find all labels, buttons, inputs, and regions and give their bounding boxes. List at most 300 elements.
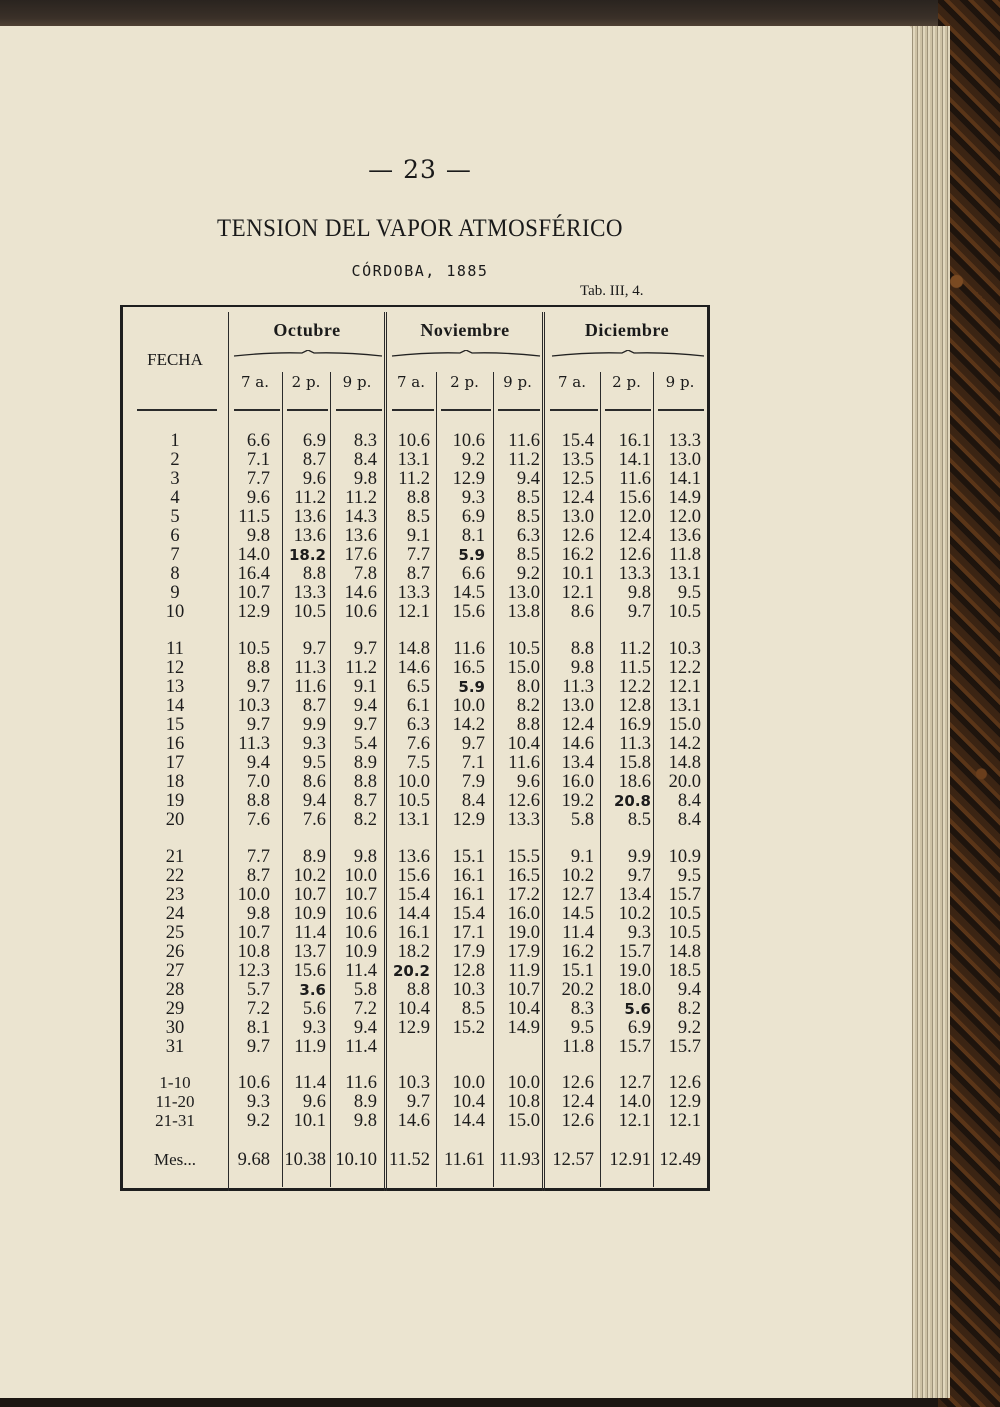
table-cell: 9.8 xyxy=(627,583,651,603)
page-number: — 23 — xyxy=(368,155,472,184)
table-cell: 8.8 xyxy=(302,564,326,584)
table-cell: 8.8 xyxy=(516,715,540,735)
table-cell: 8.7 xyxy=(353,791,377,811)
column-header: 9 p. xyxy=(665,373,695,391)
header-rule xyxy=(234,409,280,411)
table-row xyxy=(0,1150,720,1170)
table-row xyxy=(0,1073,720,1093)
table-cell: 3.6 xyxy=(299,981,326,999)
table-row xyxy=(0,639,720,659)
table-cell: 13.1 xyxy=(668,564,701,584)
table-cell: 9.1 xyxy=(570,847,594,867)
table-cell: 11.6 xyxy=(508,431,540,451)
table-cell: 12.0 xyxy=(668,507,701,527)
table-cell: 11.61 xyxy=(444,1150,485,1170)
row-label: 11-20 xyxy=(155,1092,195,1111)
table-cell: 14.1 xyxy=(618,450,651,470)
table-cell: 15.6 xyxy=(293,961,326,981)
row-label: 21-31 xyxy=(155,1111,195,1130)
table-cell: 12.1 xyxy=(668,1111,701,1131)
table-cell: 9.6 xyxy=(302,1092,326,1112)
header-rule xyxy=(441,409,491,411)
table-cell: 18.6 xyxy=(618,772,651,792)
table-cell: 8.4 xyxy=(677,810,701,830)
table-cell: 9.5 xyxy=(302,753,326,773)
table-cell: 15.4 xyxy=(397,885,430,905)
table-cell: 5.8 xyxy=(353,980,377,1000)
table-row xyxy=(0,715,720,735)
table-cell: 15.0 xyxy=(668,715,701,735)
table-cell: 12.0 xyxy=(618,507,651,527)
row-label: 8 xyxy=(170,564,180,584)
table-cell: 11.6 xyxy=(345,1073,377,1093)
table-cell: 19.0 xyxy=(618,961,651,981)
table-cell: 10.3 xyxy=(668,639,701,659)
row-label: 9 xyxy=(170,583,180,603)
table-cell: 7.2 xyxy=(353,999,377,1019)
table-cell: 12.9 xyxy=(452,469,485,489)
table-cell: 8.9 xyxy=(353,1092,377,1112)
table-cell: 11.2 xyxy=(345,658,377,678)
table-cell: 15.2 xyxy=(452,1018,485,1038)
table-cell: 16.0 xyxy=(507,904,540,924)
table-cell: 14.9 xyxy=(507,1018,540,1038)
table-cell: 15.6 xyxy=(452,602,485,622)
table-cell: 13.6 xyxy=(293,526,326,546)
table-cell: 10.1 xyxy=(561,564,594,584)
table-cell: 16.5 xyxy=(452,658,485,678)
table-cell: 9.1 xyxy=(353,677,377,697)
table-cell: 18.2 xyxy=(288,546,326,564)
table-cell: 15.6 xyxy=(397,866,430,886)
table-cell: 11.2 xyxy=(619,639,651,659)
table-cell: 9.3 xyxy=(461,488,485,508)
row-label: 4 xyxy=(170,488,180,508)
table-cell: 10.6 xyxy=(344,904,377,924)
column-header: 9 p. xyxy=(342,373,372,391)
table-cell: 9.7 xyxy=(246,1037,270,1057)
table-cell: 12.5 xyxy=(561,469,594,489)
table-cell: 8.5 xyxy=(627,810,651,830)
table-cell: 16.1 xyxy=(397,923,430,943)
row-label: 26 xyxy=(165,942,185,962)
table-cell: 8.2 xyxy=(516,696,540,716)
table-cell: 9.6 xyxy=(516,772,540,792)
table-cell: 10.5 xyxy=(507,639,540,659)
table-cell: 16.2 xyxy=(561,545,594,565)
table-cell: 9.9 xyxy=(627,847,651,867)
row-label: 17 xyxy=(165,753,185,773)
table-cell: 12.9 xyxy=(452,810,485,830)
table-row xyxy=(0,772,720,792)
table-row xyxy=(0,999,720,1019)
table-cell: 8.4 xyxy=(677,791,701,811)
table-row xyxy=(0,602,720,622)
table-cell: 10.6 xyxy=(452,431,485,451)
table-cell: 8.8 xyxy=(353,772,377,792)
table-cell: 12.4 xyxy=(561,488,594,508)
table-cell: 9.9 xyxy=(302,715,326,735)
table-cell: 9.7 xyxy=(246,715,270,735)
table-cell: 9.4 xyxy=(516,469,540,489)
table-cell: 10.5 xyxy=(668,602,701,622)
column-header: 2 p. xyxy=(291,373,321,391)
table-cell: 14.4 xyxy=(397,904,430,924)
table-cell: 9.2 xyxy=(677,1018,701,1038)
table-cell: 10.5 xyxy=(668,923,701,943)
table-cell: 14.5 xyxy=(561,904,594,924)
table-row xyxy=(0,866,720,886)
table-cell: 14.8 xyxy=(668,942,701,962)
row-label: 22 xyxy=(165,866,185,886)
column-header: 7 a. xyxy=(240,373,270,391)
table-cell: 13.6 xyxy=(344,526,377,546)
row-label: 11 xyxy=(166,639,184,659)
table-cell: 11.8 xyxy=(562,1037,594,1057)
table-cell: 8.5 xyxy=(516,488,540,508)
table-cell: 9.7 xyxy=(627,602,651,622)
table-cell: 12.9 xyxy=(237,602,270,622)
table-row xyxy=(0,1037,720,1057)
table-cell: 17.9 xyxy=(507,942,540,962)
table-cell: 9.5 xyxy=(570,1018,594,1038)
table-row xyxy=(0,1092,720,1112)
table-cell: 9.3 xyxy=(246,1092,270,1112)
table-cell: 12.9 xyxy=(668,1092,701,1112)
row-label: 27 xyxy=(165,961,185,981)
table-cell: 5.6 xyxy=(302,999,326,1019)
table-cell: 15.7 xyxy=(668,885,701,905)
table-cell: 16.4 xyxy=(237,564,270,584)
table-cell: 13.0 xyxy=(668,450,701,470)
table-row xyxy=(0,753,720,773)
table-cell: 15.1 xyxy=(452,847,485,867)
table-cell: 16.1 xyxy=(618,431,651,451)
table-cell: 8.3 xyxy=(353,431,377,451)
table-cell: 17.2 xyxy=(507,885,540,905)
table-row xyxy=(0,431,720,451)
table-row xyxy=(0,469,720,489)
table-cell: 15.0 xyxy=(507,658,540,678)
table-cell: 11.6 xyxy=(294,677,326,697)
table-cell: 11.9 xyxy=(508,961,540,981)
table-cell: 17.1 xyxy=(452,923,485,943)
table-cell: 11.4 xyxy=(294,923,326,943)
table-cell: 7.8 xyxy=(353,564,377,584)
table-cell: 6.5 xyxy=(406,677,430,697)
table-cell: 5.6 xyxy=(624,1000,651,1018)
table-cell: 14.6 xyxy=(397,658,430,678)
table-cell: 10.9 xyxy=(668,847,701,867)
table-cell: 14.0 xyxy=(237,545,270,565)
table-cell: 8.6 xyxy=(570,602,594,622)
table-cell: 6.6 xyxy=(246,431,270,451)
table-cell: 15.8 xyxy=(618,753,651,773)
table-cell: 10.5 xyxy=(237,639,270,659)
table-cell: 9.6 xyxy=(246,488,270,508)
table-cell: 12.57 xyxy=(552,1150,594,1170)
table-cell: 14.0 xyxy=(618,1092,651,1112)
table-cell: 11.3 xyxy=(238,734,270,754)
table-cell: 7.7 xyxy=(246,847,270,867)
table-cell: 11.6 xyxy=(453,639,485,659)
table-cell: 10.8 xyxy=(507,1092,540,1112)
table-cell: 16.9 xyxy=(618,715,651,735)
table-row xyxy=(0,545,720,565)
table-row xyxy=(0,734,720,754)
table-cell: 6.9 xyxy=(627,1018,651,1038)
table-cell: 14.8 xyxy=(397,639,430,659)
table-cell: 11.2 xyxy=(294,488,326,508)
table-cell: 10.6 xyxy=(397,431,430,451)
row-label: 1-10 xyxy=(159,1073,191,1092)
table-cell: 11.3 xyxy=(562,677,594,697)
table-cell: 8.1 xyxy=(246,1018,270,1038)
table-cell: 9.2 xyxy=(246,1111,270,1131)
table-cell: 10.5 xyxy=(397,791,430,811)
table-cell: 8.8 xyxy=(406,488,430,508)
table-cell: 9.7 xyxy=(461,734,485,754)
header-rule xyxy=(287,409,328,411)
table-cell: 10.4 xyxy=(397,999,430,1019)
table-cell: 8.3 xyxy=(570,999,594,1019)
table-cell: 16.1 xyxy=(452,885,485,905)
row-label: 24 xyxy=(165,904,185,924)
column-header: 2 p. xyxy=(612,373,641,391)
table-cell: 14.2 xyxy=(668,734,701,754)
table-cell: 10.0 xyxy=(237,885,270,905)
table-cell: 9.4 xyxy=(677,980,701,1000)
brace-octubre xyxy=(232,350,384,358)
table-cell: 10.8 xyxy=(237,942,270,962)
row-label: 6 xyxy=(170,526,180,546)
table-cell: 11.2 xyxy=(345,488,377,508)
table-cell: 15.5 xyxy=(507,847,540,867)
header-rule xyxy=(392,409,434,411)
table-cell: 13.6 xyxy=(293,507,326,527)
table-cell: 10.3 xyxy=(452,980,485,1000)
table-cell: 7.6 xyxy=(302,810,326,830)
table-cell: 9.8 xyxy=(570,658,594,678)
column-header: 7 a. xyxy=(557,373,587,391)
table-cell: 10.2 xyxy=(293,866,326,886)
table-cell: 8.5 xyxy=(461,999,485,1019)
table-cell: 10.7 xyxy=(237,583,270,603)
table-cell: 9.3 xyxy=(627,923,651,943)
table-cell: 6.6 xyxy=(461,564,485,584)
table-cell: 8.6 xyxy=(302,772,326,792)
table-row xyxy=(0,980,720,1000)
table-cell: 7.1 xyxy=(246,450,270,470)
table-cell: 8.8 xyxy=(406,980,430,1000)
table-cell: 10.2 xyxy=(561,866,594,886)
table-cell: 10.0 xyxy=(507,1073,540,1093)
table-cell: 13.3 xyxy=(507,810,540,830)
table-cell: 12.6 xyxy=(561,1073,594,1093)
table-cell: 9.2 xyxy=(461,450,485,470)
table-cell: 18.2 xyxy=(397,942,430,962)
table-row xyxy=(0,488,720,508)
table-cell: 19.2 xyxy=(561,791,594,811)
table-cell: 17.6 xyxy=(344,545,377,565)
table-cell: 6.9 xyxy=(302,431,326,451)
table-cell: 9.6 xyxy=(302,469,326,489)
table-cell: 10.38 xyxy=(284,1150,326,1170)
table-cell: 9.4 xyxy=(353,1018,377,1038)
page-title: TENSION DEL VAPOR ATMOSFÉRICO xyxy=(217,215,623,242)
table-cell: 13.5 xyxy=(561,450,594,470)
table-cell: 10.1 xyxy=(293,1111,326,1131)
table-cell: 10.0 xyxy=(397,772,430,792)
table-cell: 10.6 xyxy=(344,602,377,622)
table-cell: 12.3 xyxy=(237,961,270,981)
column-header: 9 p. xyxy=(503,373,532,391)
table-cell: 12.7 xyxy=(561,885,594,905)
table-cell: 8.4 xyxy=(461,791,485,811)
table-cell: 16.0 xyxy=(561,772,594,792)
table-cell: 12.6 xyxy=(668,1073,701,1093)
table-cell: 12.4 xyxy=(561,715,594,735)
row-label: 3 xyxy=(170,469,180,489)
table-cell: 10.0 xyxy=(344,866,377,886)
table-cell: 10.7 xyxy=(237,923,270,943)
table-cell: 12.6 xyxy=(561,1111,594,1131)
table-cell: 9.8 xyxy=(246,526,270,546)
table-cell: 13.6 xyxy=(397,847,430,867)
table-cell: 11.2 xyxy=(508,450,540,470)
table-cell: 20.8 xyxy=(613,792,651,810)
table-cell: 14.2 xyxy=(452,715,485,735)
table-cell: 9.4 xyxy=(302,791,326,811)
table-cell: 8.8 xyxy=(246,791,270,811)
table-cell: 13.4 xyxy=(618,885,651,905)
table-cell: 15.4 xyxy=(561,431,594,451)
brace-diciembre xyxy=(550,350,706,358)
table-row xyxy=(0,1018,720,1038)
table-row xyxy=(0,923,720,943)
table-cell: 7.7 xyxy=(406,545,430,565)
table-cell: 8.2 xyxy=(353,810,377,830)
header-rule xyxy=(498,409,540,411)
row-label: 19 xyxy=(165,791,185,811)
table-row xyxy=(0,450,720,470)
table-cell: 13.7 xyxy=(293,942,326,962)
row-label: 28 xyxy=(165,980,185,1000)
table-cell: 5.9 xyxy=(458,678,485,696)
table-cell: 13.1 xyxy=(668,696,701,716)
table-cell: 14.5 xyxy=(452,583,485,603)
table-cell: 8.1 xyxy=(461,526,485,546)
table-cell: 10.10 xyxy=(335,1150,377,1170)
table-cell: 9.2 xyxy=(516,564,540,584)
table-cell: 11.5 xyxy=(238,507,270,527)
table-row xyxy=(0,904,720,924)
table-row xyxy=(0,942,720,962)
table-cell: 9.4 xyxy=(246,753,270,773)
table-cell: 11.6 xyxy=(508,753,540,773)
table-cell: 8.5 xyxy=(406,507,430,527)
table-cell: 11.6 xyxy=(619,469,651,489)
table-cell: 15.0 xyxy=(507,1111,540,1131)
table-cell: 12.1 xyxy=(618,1111,651,1131)
table-cell: 8.8 xyxy=(246,658,270,678)
row-label: 20 xyxy=(165,810,185,830)
table-cell: 12.8 xyxy=(452,961,485,981)
table-cell: 10.3 xyxy=(237,696,270,716)
table-cell: 9.5 xyxy=(677,583,701,603)
month-header-noviembre: Noviembre xyxy=(420,320,510,340)
table-cell: 9.8 xyxy=(246,904,270,924)
header-rule xyxy=(605,409,651,411)
table-cell: 12.2 xyxy=(618,677,651,697)
table-cell: 12.1 xyxy=(561,583,594,603)
table-cell: 12.2 xyxy=(668,658,701,678)
table-cell: 13.3 xyxy=(397,583,430,603)
table-cell: 10.6 xyxy=(344,923,377,943)
table-cell: 8.9 xyxy=(302,847,326,867)
table-cell: 9.7 xyxy=(302,639,326,659)
table-cell: 7.2 xyxy=(246,999,270,1019)
table-cell: 8.5 xyxy=(516,507,540,527)
table-cell: 13.6 xyxy=(668,526,701,546)
table-cell: 9.1 xyxy=(406,526,430,546)
table-cell: 15.6 xyxy=(618,488,651,508)
table-cell: 14.6 xyxy=(397,1111,430,1131)
table-cell: 14.6 xyxy=(344,583,377,603)
table-cell: 11.52 xyxy=(389,1150,430,1170)
column-header: 2 p. xyxy=(450,373,479,391)
table-cell: 20.2 xyxy=(392,962,430,980)
table-cell: 8.5 xyxy=(516,545,540,565)
table-cell: 9.7 xyxy=(353,639,377,659)
table-cell: 10.4 xyxy=(507,734,540,754)
table-cell: 20.2 xyxy=(561,980,594,1000)
table-cell: 12.1 xyxy=(397,602,430,622)
row-label: 7 xyxy=(170,545,180,565)
table-cell: 11.4 xyxy=(294,1073,326,1093)
table-cell: 9.68 xyxy=(237,1150,270,1170)
table-cell: 7.9 xyxy=(461,772,485,792)
table-cell: 9.8 xyxy=(353,469,377,489)
table-cell: 10.7 xyxy=(344,885,377,905)
table-cell: 13.4 xyxy=(561,753,594,773)
table-cell: 10.2 xyxy=(618,904,651,924)
row-label: 1 xyxy=(170,431,180,451)
table-row xyxy=(0,507,720,527)
table-cell: 7.7 xyxy=(246,469,270,489)
row-label: 5 xyxy=(170,507,180,527)
table-cell: 16.1 xyxy=(452,866,485,886)
table-cell: 18.0 xyxy=(618,980,651,1000)
table-cell: 12.91 xyxy=(609,1150,651,1170)
table-cell: 10.7 xyxy=(507,980,540,1000)
table-cell: 6.9 xyxy=(461,507,485,527)
table-cell: 8.2 xyxy=(677,999,701,1019)
row-label: 2 xyxy=(170,450,180,470)
table-cell: 11.3 xyxy=(619,734,651,754)
table-cell: 5.8 xyxy=(570,810,594,830)
table-cell: 13.0 xyxy=(507,583,540,603)
table-cell: 7.6 xyxy=(246,810,270,830)
table-row xyxy=(0,658,720,678)
table-cell: 19.0 xyxy=(507,923,540,943)
header-rule xyxy=(658,409,704,411)
table-cell: 13.3 xyxy=(293,583,326,603)
table-cell: 14.8 xyxy=(668,753,701,773)
table-cell: 14.1 xyxy=(668,469,701,489)
table-row xyxy=(0,1111,720,1131)
table-cell: 15.7 xyxy=(668,1037,701,1057)
